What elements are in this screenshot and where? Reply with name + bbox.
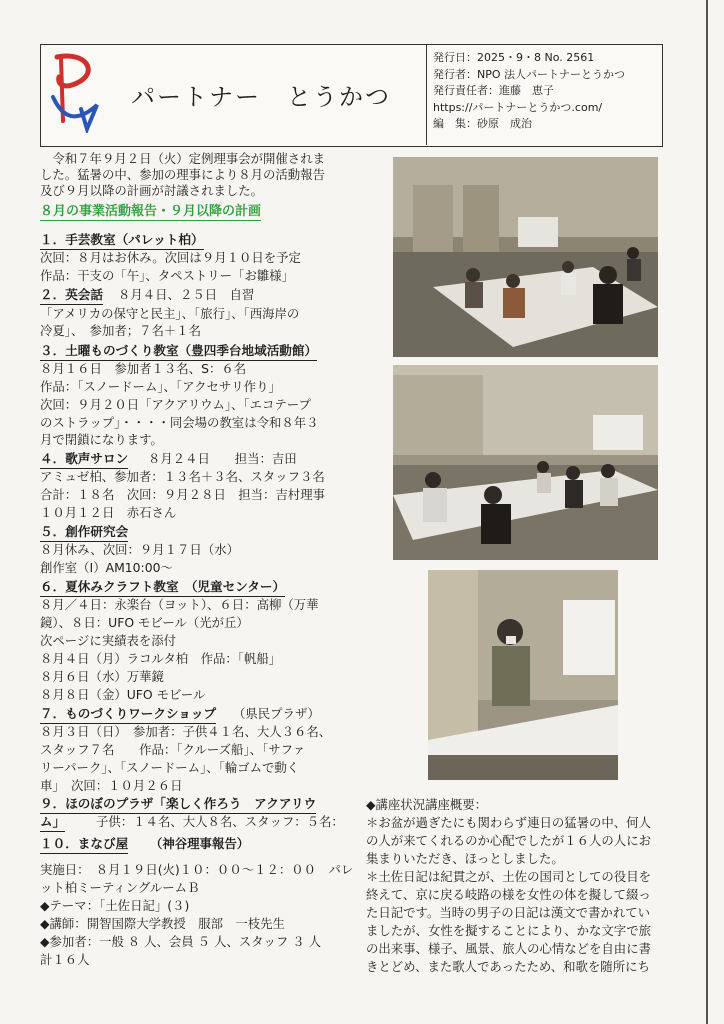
responsible-line: 発行責任者：進藤 恵子 [433,84,554,97]
section-line: ◆講師：開智国際大学教授 服部 一枝先生 [40,916,285,931]
report-line: 終えて、京に戻る岐路の様を女性の体を擬して綴っ [366,887,651,902]
logo-icon [47,49,107,133]
lecturer-photo [428,570,618,780]
publisher-line: 発行者：NPO 法人パートナーとうかつ [433,67,626,81]
masthead-info [426,45,662,145]
section-heading: ７．ものづくりワークショップ [40,706,216,724]
section-line: 鏡）、８日：UFO モビール（光が丘） [40,615,249,630]
section-line: ◆テーマ：「土佐日記」(３) [40,898,190,913]
issue-line: 発行日：2025・9・8 No. 2561 [433,51,595,64]
section-subtitle: ８月の事業活動報告・９月以降の計画 [40,204,262,219]
section-inline: （神谷理事報告） [150,836,250,851]
section-line: 創作室（Ⅰ）AM10:00～ [40,560,173,575]
section-heading-cont: ム」 [40,814,65,832]
report-heading: ◆講座状況講座概要： [366,797,488,812]
section-heading: ４．歌声サロン [40,451,128,469]
intro-line: した。猛暑の中、参加の理事により８月の活動報告 [40,167,325,182]
section-line: 次回：９月２０日「アクアリウム」、「エコテープ [40,397,311,412]
page-border [706,0,708,1024]
section-heading: ５．創作研究会 [40,524,128,542]
url-line[interactable]: https://パートナーとうかつ.com/ [433,100,603,114]
report-line: ＊お盆が過ぎたにも関わらず連日の猛暑の中、何人 [366,815,651,830]
report-line: ＊土佐日記は紀貫之が、土佐の国司としての役目を [366,869,651,884]
newsletter-title: パートナー とうかつ [131,83,391,111]
report-line: の人が来てくれるのか心配でしたが１６人の人にお [366,833,651,848]
section-line: 次ページに実績表を添付 [40,633,177,648]
section-inline: ８月２４日 担当：吉田 [148,451,297,466]
intro-line: 及び９月以降の計画が討議されました。 [40,183,264,198]
section-line: 合計：１８名 次回：９月２８日 担当：吉村理事 [40,487,325,502]
section-line: リーパーク」、「スノードーム」、「輪ゴムで動く [40,760,300,775]
section-heading: ３．土曜ものづくり教室（豊四季台地域活動館） [40,343,317,361]
report-line: 集まりいただき、ほっとしました。 [366,851,564,866]
section-line: ８月４日（月）ラコルタ柏 作品：「帆船」 [40,651,282,666]
section-heading: ２．英会話 [40,287,103,305]
section-line: のストラップ」・・・・同会場の教室は令和８年３ [40,415,319,430]
report-line: きとどめ、また歌人であったため、和歌を随所にち [366,959,650,974]
meeting-photo [393,157,658,357]
report-line: の出来事、様子、風景、旅人の心情などを自由に書 [366,941,651,956]
section-line: スタッフ７名 作品：「クルーズ船」、「サファ [40,742,306,757]
section-line: 冷夏」、 参加者；７名＋１名 [40,323,202,338]
section-line: 月で閉鎖になります。 [40,432,163,447]
report-line: た日記です。当時の男子の日記は漢文で書かれてい [366,905,650,920]
meeting-photo [393,365,658,560]
section-heading: １０．まなび屋 [40,836,128,854]
editor-line: 編 集：砂原 成治 [433,117,532,130]
section-line: 作品：干支の「午」、タペストリー「お雛様」 [40,268,295,283]
section-line: 「アメリカの保守と民主」、「旅行」、「西海岸の [40,306,300,321]
section-inline: 子供：１４名、大人８名、スタッフ：５名： [96,814,344,829]
section-line: ８月休み、次回：９月１７日（水） [40,542,239,557]
report-line: ましたが、女性を擬することにより、かな文字で旅 [366,923,651,938]
section-line: ◆参加者：一般 ８ 人、会員 ５ 人、スタッフ ３ 人 [40,934,321,949]
intro-line: 令和７年９月２日（火）定例理事会が開催されま [40,151,325,166]
section-inline: （県民プラザ） [233,706,320,721]
section-heading: ９．ほのぼのプラザ「楽しく作ろう アクアリウ [40,796,316,814]
section-line: 車」 次回：１０月２６日 [40,778,183,793]
newsletter-header [40,44,663,147]
section-line: アミュゼ柏、参加者：１３名＋３名、スタッフ３名 [40,469,325,484]
section-line: ８月８日（金）UFO モビール [40,687,206,702]
section-line: ８月１６日 参加者１３名、S：６名 [40,361,247,376]
section-line: 作品：「スノードーム」、「アクセサリ作り」 [40,379,281,394]
section-line: ８月／４日：永楽台（ヨット）、６日：高柳（万華 [40,597,319,612]
section-line: ８月６日（水）万華鏡 [40,669,164,684]
section-heading: ６．夏休みクラフト教室 （児童センター） [40,579,285,597]
section-line: １０月１２日 赤石さん [40,505,177,520]
section-heading: １．手芸教室（パレット柏） [40,232,204,250]
section-line: ット柏ミーティングルームＢ [40,880,200,895]
section-line: 次回：８月はお休み。次回は９月１０日を予定 [40,250,301,265]
section-line: 実施日： ８月１９日(火)１０：００～１２：００ パレ [40,862,354,877]
section-inline: ８月４日、２５日 自習 [118,287,255,302]
section-line: 計１６人 [40,952,90,967]
section-line: ８月３日（日） 参加者：子供４１名、大人３６名、 [40,724,332,739]
